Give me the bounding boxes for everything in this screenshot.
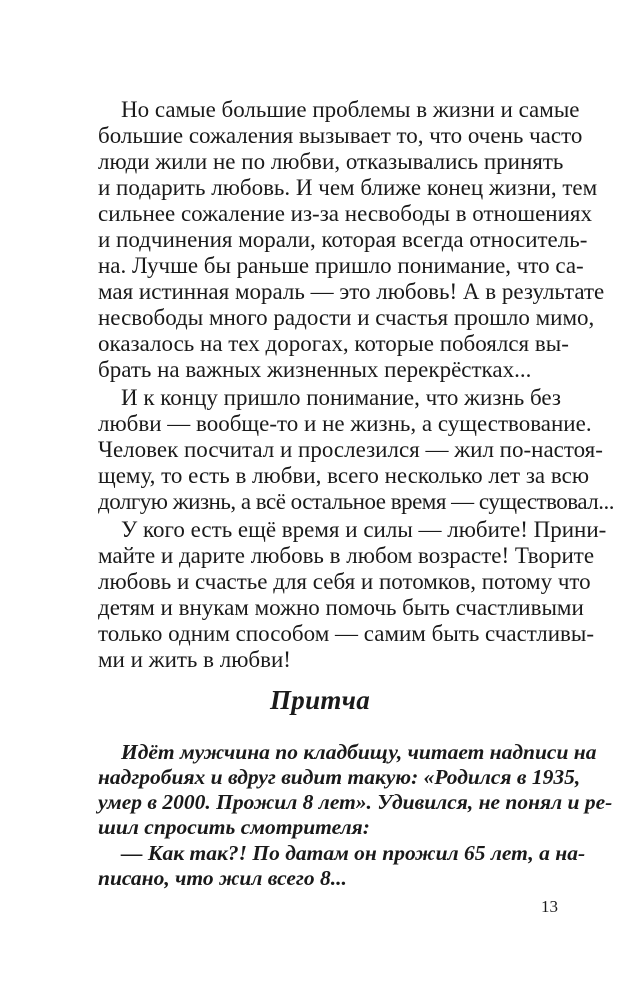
page-number: 13 — [541, 897, 558, 916]
text-line: У кого есть ещё время и силы — любите! Прини- — [121, 517, 607, 542]
text-line: детям и внукам можно помочь быть счастливыми — [98, 595, 584, 620]
text-line: Но самые большие проблемы в жизни и самые — [121, 97, 580, 122]
section-heading: Притча — [270, 685, 370, 715]
parable-line: писано, что жил всего 8... — [98, 866, 347, 890]
text-line: на. Лучше бы раньше пришло понимание, что са- — [98, 253, 584, 278]
parable-line: надгробиях и вдруг видит такую: «Родился в 1935, — [98, 765, 581, 789]
text-line: майте и дарите любовь в любом возрасте! Творите — [98, 543, 595, 568]
text-line: оказалось на тех дорогах, которые побоялся вы- — [98, 331, 569, 356]
text-line: брать на важных жизненных перекрёстках... — [98, 357, 532, 382]
text-line: люди жили не по любви, отказывались принять — [98, 149, 564, 174]
text-line: только одним способом — самим быть счастливы- — [98, 621, 595, 646]
text-line: Человек посчитал и прослезился — жил по-настоя- — [98, 437, 603, 462]
text-line: большие сожаления вызывает то, что очень часто — [98, 123, 583, 148]
parable-line: умер в 2000. Прожил 8 лет». Удивился, не понял и ре- — [98, 790, 613, 814]
text-line: сильнее сожаление из-за несвободы в отношениях — [98, 201, 592, 226]
text-line: любовь и счастье для себя и потомков, потому что — [98, 569, 591, 594]
text-line: щему, то есть в любви, всего несколько лет за всю — [98, 463, 589, 488]
parable-line: шил спросить смотрителя: — [98, 815, 370, 839]
text-line: мая истинная мораль — это любовь! А в результате — [98, 279, 605, 304]
parable-line: Идёт мужчина по кладбищу, читает надписи на — [121, 740, 597, 764]
parable-line: — Как так?! По датам он прожил 65 лет, а на- — [121, 841, 586, 865]
text-line: и подарить любовь. И чем ближе конец жизни, тем — [98, 175, 598, 200]
text-line: любви — вообще-то и не жизнь, а существование. — [98, 411, 592, 436]
text-line: долгую жизнь, а всё остальное время — существовал... — [98, 489, 614, 514]
text-line: несвободы много радости и счастья прошло мимо, — [98, 305, 595, 330]
text-line: и подчинения морали, которая всегда относитель- — [98, 227, 588, 252]
text-line: И к концу пришло понимание, что жизнь без — [121, 385, 561, 410]
text-line: ми и жить в любви! — [98, 647, 291, 672]
